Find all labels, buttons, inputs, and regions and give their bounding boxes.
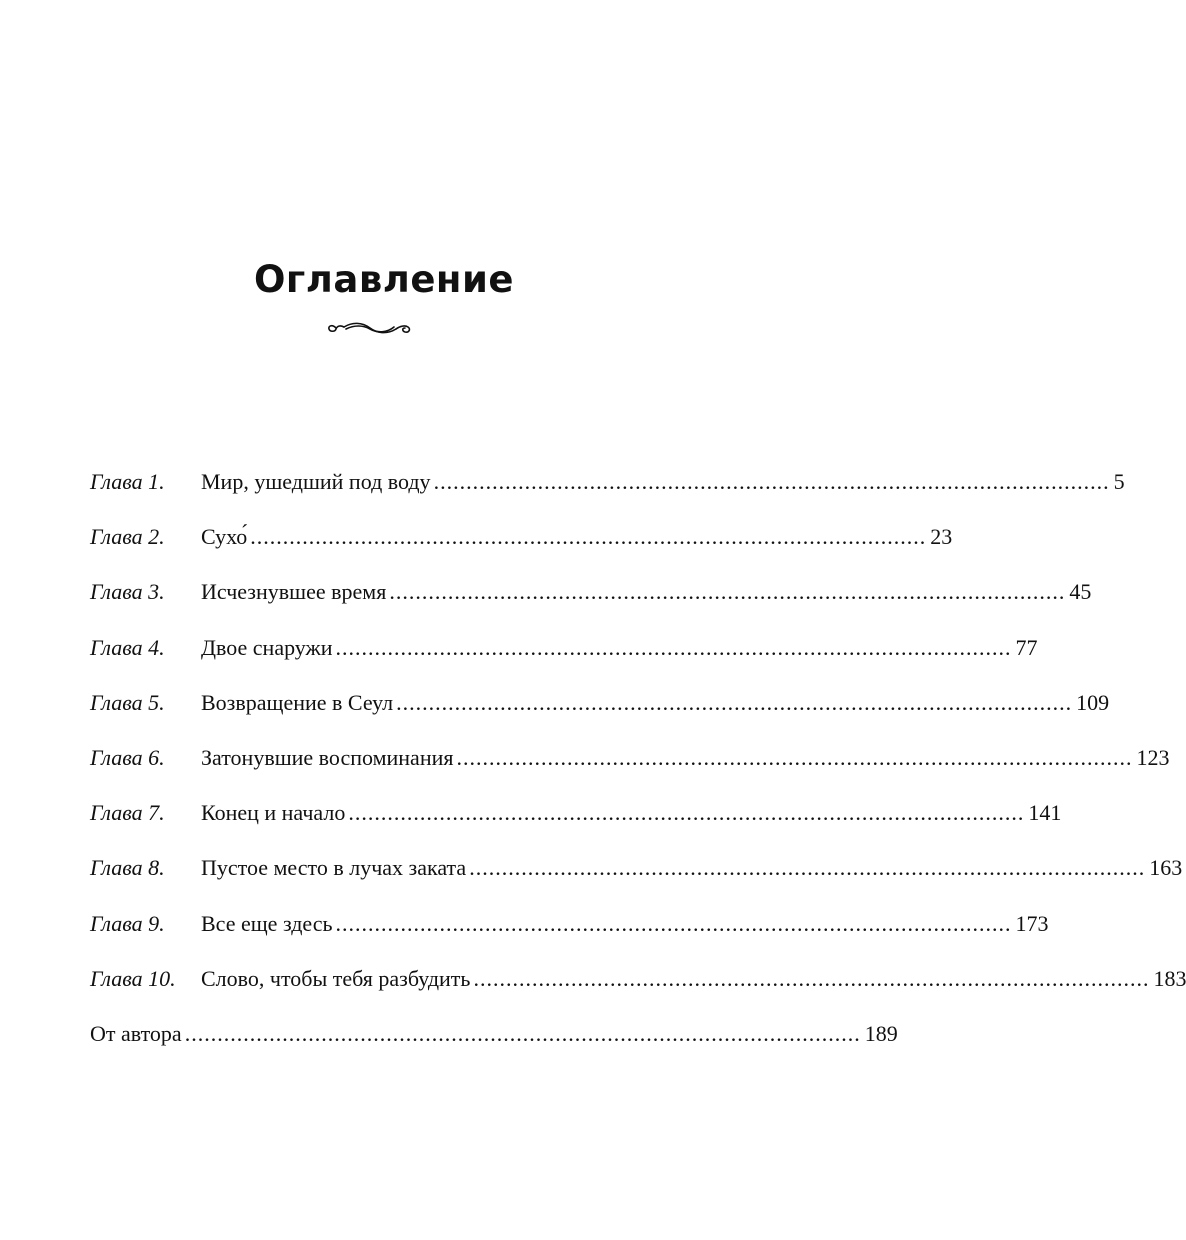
chapter-title: Затонувшие воспоминания [201, 744, 454, 770]
page-number: 141 [1028, 800, 1062, 826]
chapter-number: Глава 6. [90, 744, 165, 770]
dot-leader: ........................................................................................................ [389, 579, 1066, 605]
chapter-number: Глава 8. [90, 855, 165, 881]
dot-leader: ........................................................................................................ [433, 469, 1110, 494]
dot-leader: ........................................................................................................ [184, 1020, 861, 1046]
toc-entry[interactable] [90, 848, 1183, 903]
chapter-title: Двое снаружи [201, 634, 333, 660]
page-number: 123 [1136, 744, 1170, 770]
dot-leader: ........................................................................................................ [473, 965, 1150, 991]
toc-entry[interactable] [90, 738, 1170, 793]
chapter-title: Все еще здесь [201, 910, 333, 936]
chapter-number: Глава 4. [90, 634, 165, 660]
toc-entry[interactable] [90, 462, 1125, 517]
chapter-number: Глава 10. [90, 965, 176, 991]
chapter-title: Мир, ушедший под воду [201, 469, 431, 494]
dot-leader: ........................................................................................................ [348, 800, 1025, 826]
page-title: Оглавление [253, 258, 515, 301]
chapter-title: Возвращение в Сеул [201, 689, 394, 715]
chapter-number: Глава 2. [90, 524, 165, 550]
dot-leader: ........................................................................................................ [396, 689, 1073, 715]
page-number: 45 [1069, 579, 1092, 605]
chapter-number: Глава 3. [90, 579, 165, 605]
chapter-title: Сухо́ [201, 524, 248, 550]
page-number: 183 [1153, 965, 1186, 991]
toc-entry-afterword[interactable] [90, 1014, 898, 1069]
page-number: 77 [1015, 634, 1038, 660]
toc-entry[interactable] [90, 683, 1110, 738]
chapter-title: Конец и начало [201, 800, 346, 826]
toc-entry[interactable] [90, 904, 1049, 959]
chapter-number: Глава 1. [90, 469, 165, 494]
dot-leader: ........................................................................................................ [456, 744, 1133, 770]
toc-entry[interactable] [90, 793, 1062, 848]
table-of-contents [90, 462, 1186, 1069]
page-number: 109 [1076, 689, 1110, 715]
page-number: 173 [1015, 910, 1049, 936]
page-number: 189 [864, 1020, 898, 1046]
toc-entry[interactable] [90, 517, 953, 572]
dot-leader: ........................................................................................................ [335, 634, 1012, 660]
page-number: 23 [930, 524, 953, 550]
chapter-number: Глава 9. [90, 910, 165, 936]
dot-leader: ........................................................................................................ [250, 524, 927, 550]
dot-leader: ........................................................................................................ [335, 910, 1012, 936]
page-number: 5 [1113, 469, 1125, 494]
page-number: 163 [1149, 855, 1183, 881]
toc-entry[interactable] [90, 628, 1038, 683]
chapter-title: Исчезнувшее время [201, 579, 387, 605]
chapter-title: Слово, чтобы тебя разбудить [201, 965, 471, 991]
toc-entry[interactable] [90, 572, 1092, 627]
dot-leader: ........................................................................................................ [469, 855, 1146, 881]
chapter-number: Глава 5. [90, 689, 165, 715]
afterword-title: От автора [90, 1020, 182, 1046]
toc-entry[interactable] [90, 959, 1186, 1014]
flourish-divider-icon [326, 316, 414, 340]
chapter-title: Пустое место в лучах заката [201, 855, 467, 881]
chapter-number: Глава 7. [90, 800, 165, 826]
